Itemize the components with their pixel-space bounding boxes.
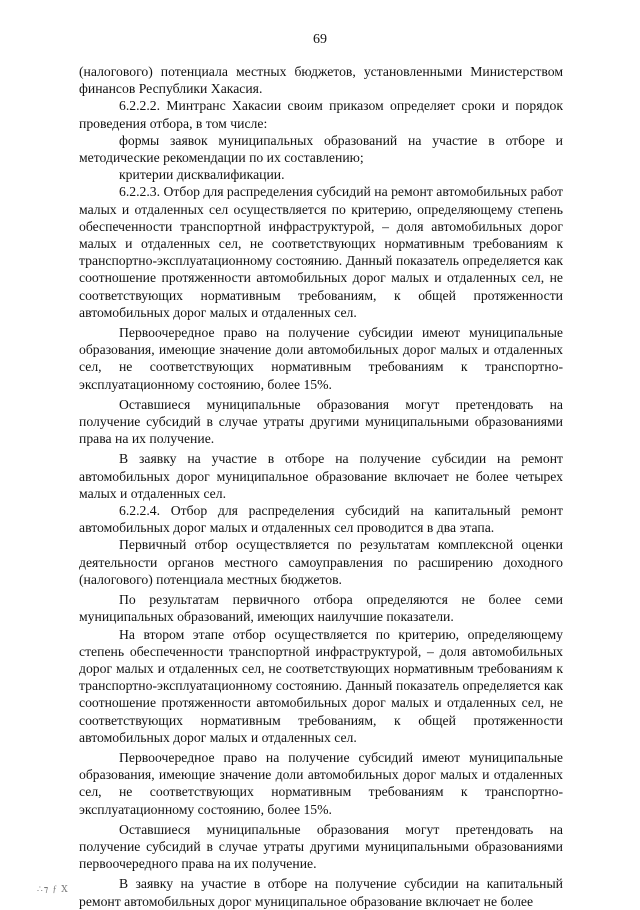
page-number: 69 — [313, 32, 327, 47]
paragraph-primary-selection: Первичный отбор осуществляется по результатам комплексной оценки деятельности органов местного самоуправления по расширению доходного (налогового) потенциала местных бюджетов. — [79, 537, 563, 587]
paragraph-primary-results: По результатам первичного отбора определяются не более семи муниципальных образований, имеющих наилучшие показатели. — [79, 592, 563, 625]
paragraph-application-2: В заявку на участие в отборе на получение субсидии на капитальный ремонт автомобильных дорог муниципальное образование включает не более — [79, 876, 563, 909]
paragraph-application: В заявку на участие в отборе на получение субсидии на ремонт автомобильных дорог муниципальное образование включает не более четырех малых и отдаленных сел. — [79, 451, 563, 501]
paragraph-priority-right-2: Первоочередное право на получение субсидий имеют муниципальные образования, имеющие значение доли автомобильных дорог малых и отдаленных сел, не соответствующих нормативным требованиям к транспортно-эксплуатационному состоянию, более 15%. — [79, 749, 563, 817]
paragraph-6-2-2-3: 6.2.2.3. Отбор для распределения субсидий на ремонт автомобильных работ малых и отдаленных сел осуществляется по критерию, определяющему степень обеспеченности транспортной инфраструктурой, – доля автомобильных дорог малых и отдаленных сел, не соответствующих нормативным требованиям к транспортно-эксплуатационному состоянию. Данный показатель определяется как соотношение протяженности автомобильных дорог малых и отдаленных сел, не соответствующих нормативным требованиям, к общей протяженности автомобильных дорог малых и отдаленных сел. — [79, 184, 564, 320]
paragraph-continuation: (налогового) потенциала местных бюджетов, установленными Министерством финансов Республики Хакасия. — [79, 64, 563, 97]
document-body — [79, 63, 563, 910]
paragraph-6-2-2-4: 6.2.2.4. Отбор для распределения субсидий на капитальный ремонт автомобильных дорог малых и отдаленных сел проводится в два этапа. — [79, 503, 563, 536]
paragraph-forms: формы заявок муниципальных образований на участие в отборе и методические рекомендации по их составлению; — [79, 132, 563, 166]
paragraph-criteria: критерии дисквалификации. — [119, 167, 285, 183]
footer-mark: ∴⁊ ƒ Ⅹ — [37, 884, 69, 894]
paragraph-6-2-2-2: 6.2.2.2. Минтранс Хакасии своим приказом определяет сроки и порядок проведения отбора, в том числе: — [79, 98, 563, 131]
paragraph-second-stage: На втором этапе отбор осуществляется по критерию, определяющему степень обеспеченности транспортной инфраструктурой, – доля автомобильных дорог малых и отдаленных сел, не соответствующих нормативным требованиям к транспортно-эксплуатационному состоянию. Данный показатель определяется как соотношение протяженности автомобильных дорог малых и отдаленных сел, не соответствующих нормативным требованиям, к общей протяженности автомобильных дорог малых и отдаленных сел. — [79, 626, 563, 745]
paragraph-remaining-2: Оставшиеся муниципальные образования могут претендовать на получение субсидий в случае утраты другими муниципальными образованиями первоочередного права на их получение. — [79, 821, 563, 872]
paragraph-priority-right: Первоочередное право на получение субсидии имеют муниципальные образования, имеющие значение доли автомобильных дорог малых и отдаленных сел, не соответствующих нормативным требованиям к транспортно-эксплуатационному состоянию, более 15%. — [79, 325, 563, 392]
paragraph-remaining: Оставшиеся муниципальные образования могут претендовать на получение субсидий в случае утраты другими муниципальными образованиями права на их получение. — [79, 396, 563, 447]
